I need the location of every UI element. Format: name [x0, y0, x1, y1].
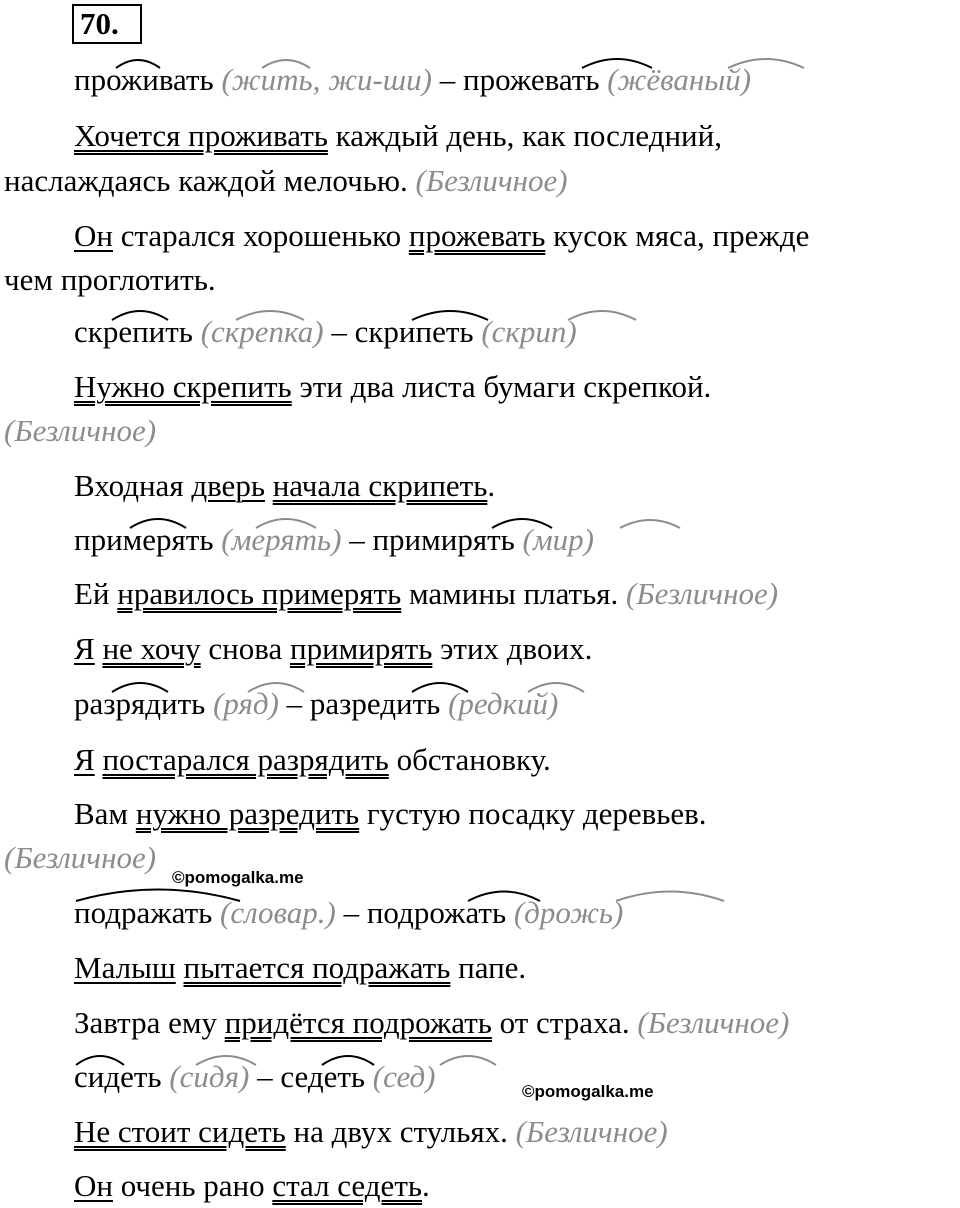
predicate: придётся подрожать	[224, 1005, 492, 1040]
subject: Я	[74, 631, 95, 666]
check-word: (жёваный)	[607, 62, 752, 97]
sentence-type-note: (Безличное)	[415, 163, 568, 198]
text: Завтра ему	[74, 1005, 217, 1040]
sentence-type-note: (Безличное)	[4, 413, 157, 448]
predicate: примирять	[290, 631, 433, 666]
dash: –	[331, 314, 347, 349]
subject: Я	[74, 742, 95, 777]
sentence-line	[4, 163, 568, 199]
check-word: (сед)	[372, 1059, 436, 1094]
text: мамины платья.	[409, 576, 619, 611]
sentence-type-note: (Безличное)	[4, 840, 157, 875]
subject: дверь	[191, 468, 265, 503]
check-word: (скрепка)	[200, 314, 324, 349]
check-word: (дрожь)	[513, 895, 624, 930]
sentence-line	[74, 1114, 668, 1150]
dash: –	[439, 62, 456, 97]
root-arc	[440, 1056, 496, 1065]
word: седеть	[280, 1059, 366, 1094]
text: этих двоих.	[440, 631, 593, 666]
word-pair-line-2	[74, 314, 577, 350]
sentence-line	[74, 218, 809, 254]
word: подрожать	[366, 895, 507, 930]
predicate: Не стоит сидеть	[74, 1114, 286, 1149]
text: папе.	[458, 950, 527, 985]
sentence-type-note: (Безличное)	[637, 1005, 790, 1040]
predicate: Нужно скрепить	[74, 369, 292, 404]
sentence-type-note: (Безличное)	[626, 576, 779, 611]
sentence-line	[74, 796, 707, 832]
word: примерять	[74, 522, 214, 557]
word: примирять	[372, 522, 515, 557]
exercise-number-dot: .	[111, 6, 119, 41]
subject: Он	[74, 218, 113, 253]
word: прожевать	[463, 62, 600, 97]
predicate: пытается подражать	[183, 950, 451, 985]
check-word: (мир)	[522, 522, 594, 557]
word-pair-line-3	[74, 522, 594, 558]
word: разрядить	[74, 686, 206, 721]
word: скрепить	[74, 314, 193, 349]
check-word: (словар.)	[220, 895, 336, 930]
text: от страха.	[499, 1005, 630, 1040]
word: разредить	[309, 686, 441, 721]
root-arc	[620, 520, 680, 528]
dash: –	[257, 1059, 273, 1094]
text: чем проглотить.	[4, 262, 216, 297]
predicate: прожевать	[408, 218, 546, 253]
sentence-type-note: (Безличное)	[515, 1114, 668, 1149]
exercise-number: 70	[80, 6, 111, 41]
dash: –	[343, 895, 360, 930]
dash: –	[286, 686, 303, 721]
word-pair-line-6	[74, 1059, 435, 1095]
predicate: постарался разрядить	[102, 742, 389, 777]
subject: Малыш	[74, 950, 176, 985]
text: Ей	[74, 576, 110, 611]
check-word: (мерять)	[221, 522, 342, 557]
sentence-line	[74, 576, 778, 612]
sentence-line	[74, 950, 526, 986]
sentence-line	[74, 1168, 430, 1204]
word: подражать	[74, 895, 213, 930]
check-word: (ряд)	[213, 686, 279, 721]
word: проживать	[74, 62, 214, 97]
text: Входная	[74, 468, 184, 503]
check-word: (скрип)	[481, 314, 577, 349]
sentence-line	[4, 413, 156, 449]
check-word: (сидя)	[169, 1059, 250, 1094]
sentence-line	[74, 1005, 789, 1041]
predicate: нравилось примерять	[117, 576, 402, 611]
root-arc	[568, 311, 636, 320]
text: очень рано	[120, 1168, 265, 1203]
word: сидеть	[74, 1059, 162, 1094]
period: .	[487, 468, 496, 503]
check-word: (жить, жи-ши)	[221, 62, 432, 97]
text: эти два листа бумаги скрепкой.	[299, 369, 712, 404]
text: кусок мяса, прежде	[553, 218, 810, 253]
text: старался хорошенько	[120, 218, 402, 253]
check-word: (редкий)	[448, 686, 559, 721]
exercise-number-box	[72, 4, 142, 44]
word: скрипеть	[354, 314, 474, 349]
predicate: нужно разредить	[135, 796, 360, 831]
word-pair-line-1	[74, 62, 751, 98]
text: густую посадку деревьев.	[366, 796, 707, 831]
text: каждый день, как последний,	[335, 118, 722, 153]
sentence-line	[74, 631, 592, 667]
dash: –	[349, 522, 365, 557]
subject: Он	[74, 1168, 113, 1203]
predicate: начала скрипеть	[272, 468, 488, 503]
watermark: ©pomogalka.me	[522, 1082, 654, 1101]
predicate: не хочу	[102, 631, 201, 666]
sentence-line	[74, 118, 722, 154]
text: на двух стульях.	[293, 1114, 508, 1149]
sentence-line	[74, 742, 551, 778]
predicate: Хочется проживать	[74, 118, 328, 153]
text: Вам	[74, 796, 129, 831]
text: снова	[208, 631, 283, 666]
sentence-line	[74, 468, 495, 504]
text: наслаждаясь каждой мелочью.	[4, 163, 408, 198]
word-pair-line-4	[74, 686, 558, 722]
predicate: стал седеть	[272, 1168, 423, 1203]
root-arc	[616, 892, 724, 902]
watermark: ©pomogalka.me	[172, 868, 304, 887]
period: .	[422, 1168, 430, 1203]
sentence-line	[4, 840, 156, 876]
word-pair-line-5	[74, 895, 623, 931]
sentence-line	[4, 262, 216, 298]
text: обстановку.	[396, 742, 551, 777]
sentence-line	[74, 369, 711, 405]
